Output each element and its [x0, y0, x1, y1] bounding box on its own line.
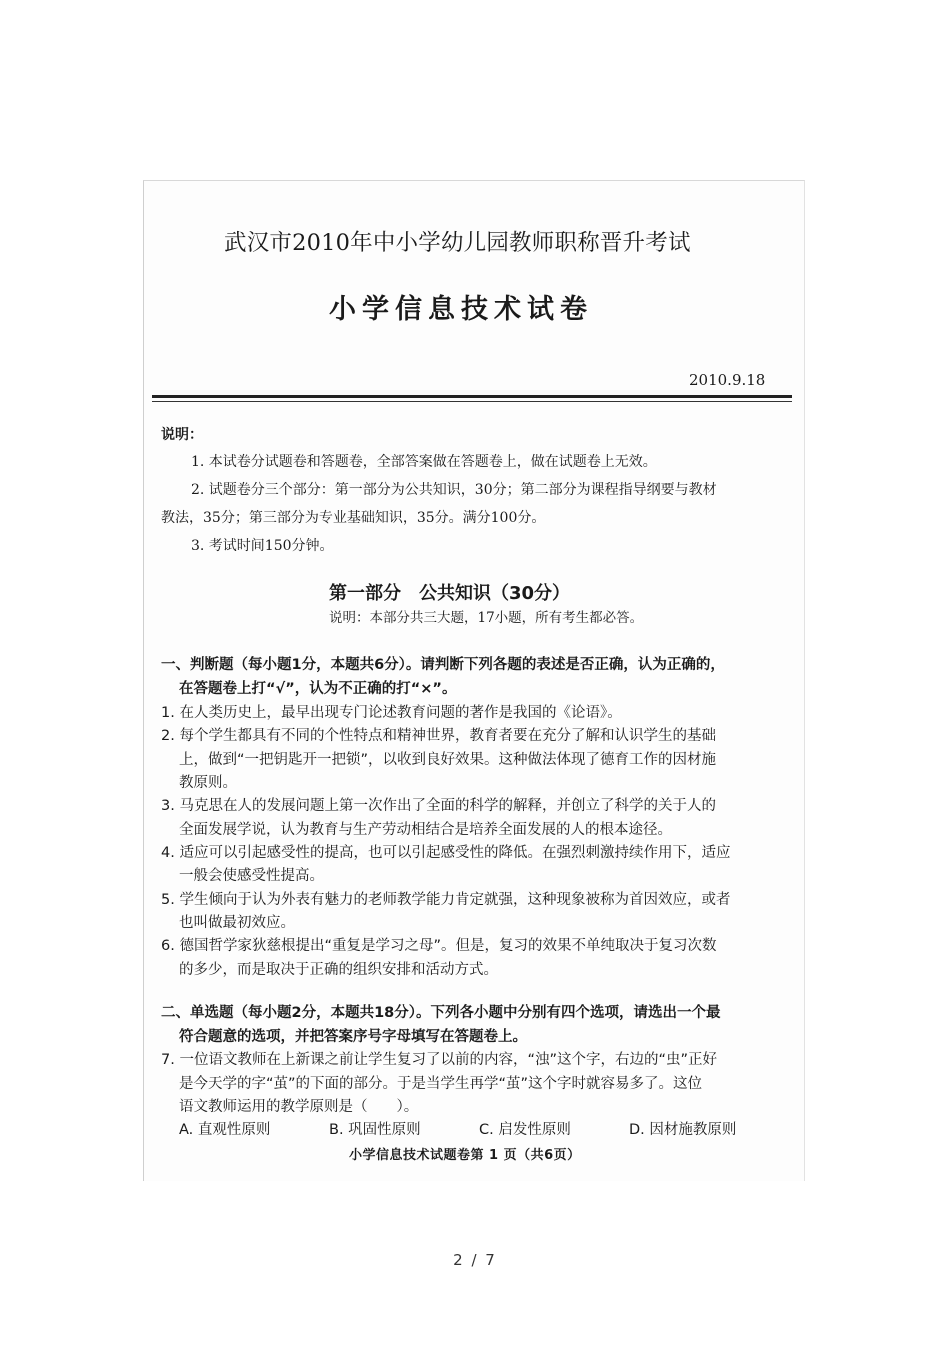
notes-heading: 说明： [161, 427, 203, 443]
header-rule-thin [152, 401, 792, 402]
section1-heading-cont: 在答题卷上打“√”，认为不正确的打“×”。 [179, 681, 457, 697]
question-3: 3. 马克思在人的发展问题上第一次作出了全面的科学的解释，并创立了科学的关于人的 [161, 798, 716, 814]
note-2: 2. 试题卷分三个部分：第一部分为公共知识，30分；第二部分为课程指导纲要与教材 [191, 482, 717, 498]
section1-heading: 一、判断题（每小题1分，本题共6分）。请判断下列各题的表述是否正确，认为正确的， [161, 657, 725, 673]
note-2-cont: 教法，35分；第三部分为专业基础知识，35分。满分100分。 [161, 510, 546, 526]
part1-title: 第一部分 公共知识（30分） [329, 583, 571, 604]
note-1: 1. 本试卷分试题卷和答题卷，全部答案做在答题卷上，做在试题卷上无效。 [191, 454, 657, 470]
option-d: D. 因材施教原则 [629, 1122, 737, 1138]
question-6-line2: 的多少，而是取决于正确的组织安排和活动方式。 [179, 962, 498, 978]
note-3: 3. 考试时间150分钟。 [191, 538, 334, 554]
header-rule-thick [152, 395, 792, 398]
question-4: 4. 适应可以引起感受性的提高，也可以引起感受性的降低。在强烈刺激持续作用下，适应 [161, 845, 731, 861]
question-2-line2: 上，做到“一把钥匙开一把锁”，以收到良好效果。这种做法体现了德育工作的因材施 [179, 752, 717, 768]
scanned-exam-page [143, 180, 805, 1181]
question-7-line3: 语文教师运用的教学原则是（ ）。 [179, 1099, 419, 1115]
exam-title: 武汉市2010年中小学幼儿园教师职称晋升考试 [224, 230, 691, 256]
question-7: 7. 一位语文教师在上新课之前让学生复习了以前的内容，“浊”这个字，右边的“虫”正好 [161, 1052, 717, 1068]
section2-heading: 二、单选题（每小题2分，本题共18分）。下列各小题中分别有四个选项，请选出一个最 [161, 1005, 721, 1021]
question-6: 6. 德国哲学家狄慈根提出“重复是学习之母”。但是，复习的效果不单纯取决于复习次数 [161, 938, 717, 954]
section2-heading-cont: 符合题意的选项，并把答案序号字母填写在答题卷上。 [179, 1029, 527, 1045]
option-a: A. 直观性原则 [179, 1122, 271, 1138]
option-c: C. 启发性原则 [479, 1122, 571, 1138]
option-b: B. 巩固性原则 [329, 1122, 421, 1138]
question-2: 2. 每个学生都具有不同的个性特点和精神世界，教育者要在充分了解和认识学生的基础 [161, 728, 716, 744]
question-5: 5. 学生倾向于认为外表有魅力的老师教学能力肯定就强，这种现象被称为首因效应，或者 [161, 892, 731, 908]
question-7-line2: 是今天学的字“茧”的下面的部分。于是当学生再学“茧”这个字时就容易多了。这位 [179, 1076, 703, 1092]
page-footer: 小学信息技术试题卷第 1 页（共6页） [349, 1148, 581, 1163]
question-5-line2: 也叫做最初效应。 [179, 915, 295, 931]
question-1: 1. 在人类历史上，最早出现专门论述教育问题的著作是我国的《论语》。 [161, 705, 622, 721]
question-2-line3: 教原则。 [179, 775, 237, 791]
page-indicator: 2 / 7 [453, 1251, 497, 1269]
question-3-line2: 全面发展学说，认为教育与生产劳动相结合是培养全面发展的人的根本途径。 [179, 822, 672, 838]
exam-date: 2010.9.18 [689, 371, 766, 389]
question-4-line2: 一般会使感受性提高。 [179, 868, 324, 884]
exam-subtitle: 小学信息技术试卷 [329, 294, 593, 325]
part1-note: 说明：本部分共三大题，17小题，所有考生都必答。 [329, 610, 644, 626]
